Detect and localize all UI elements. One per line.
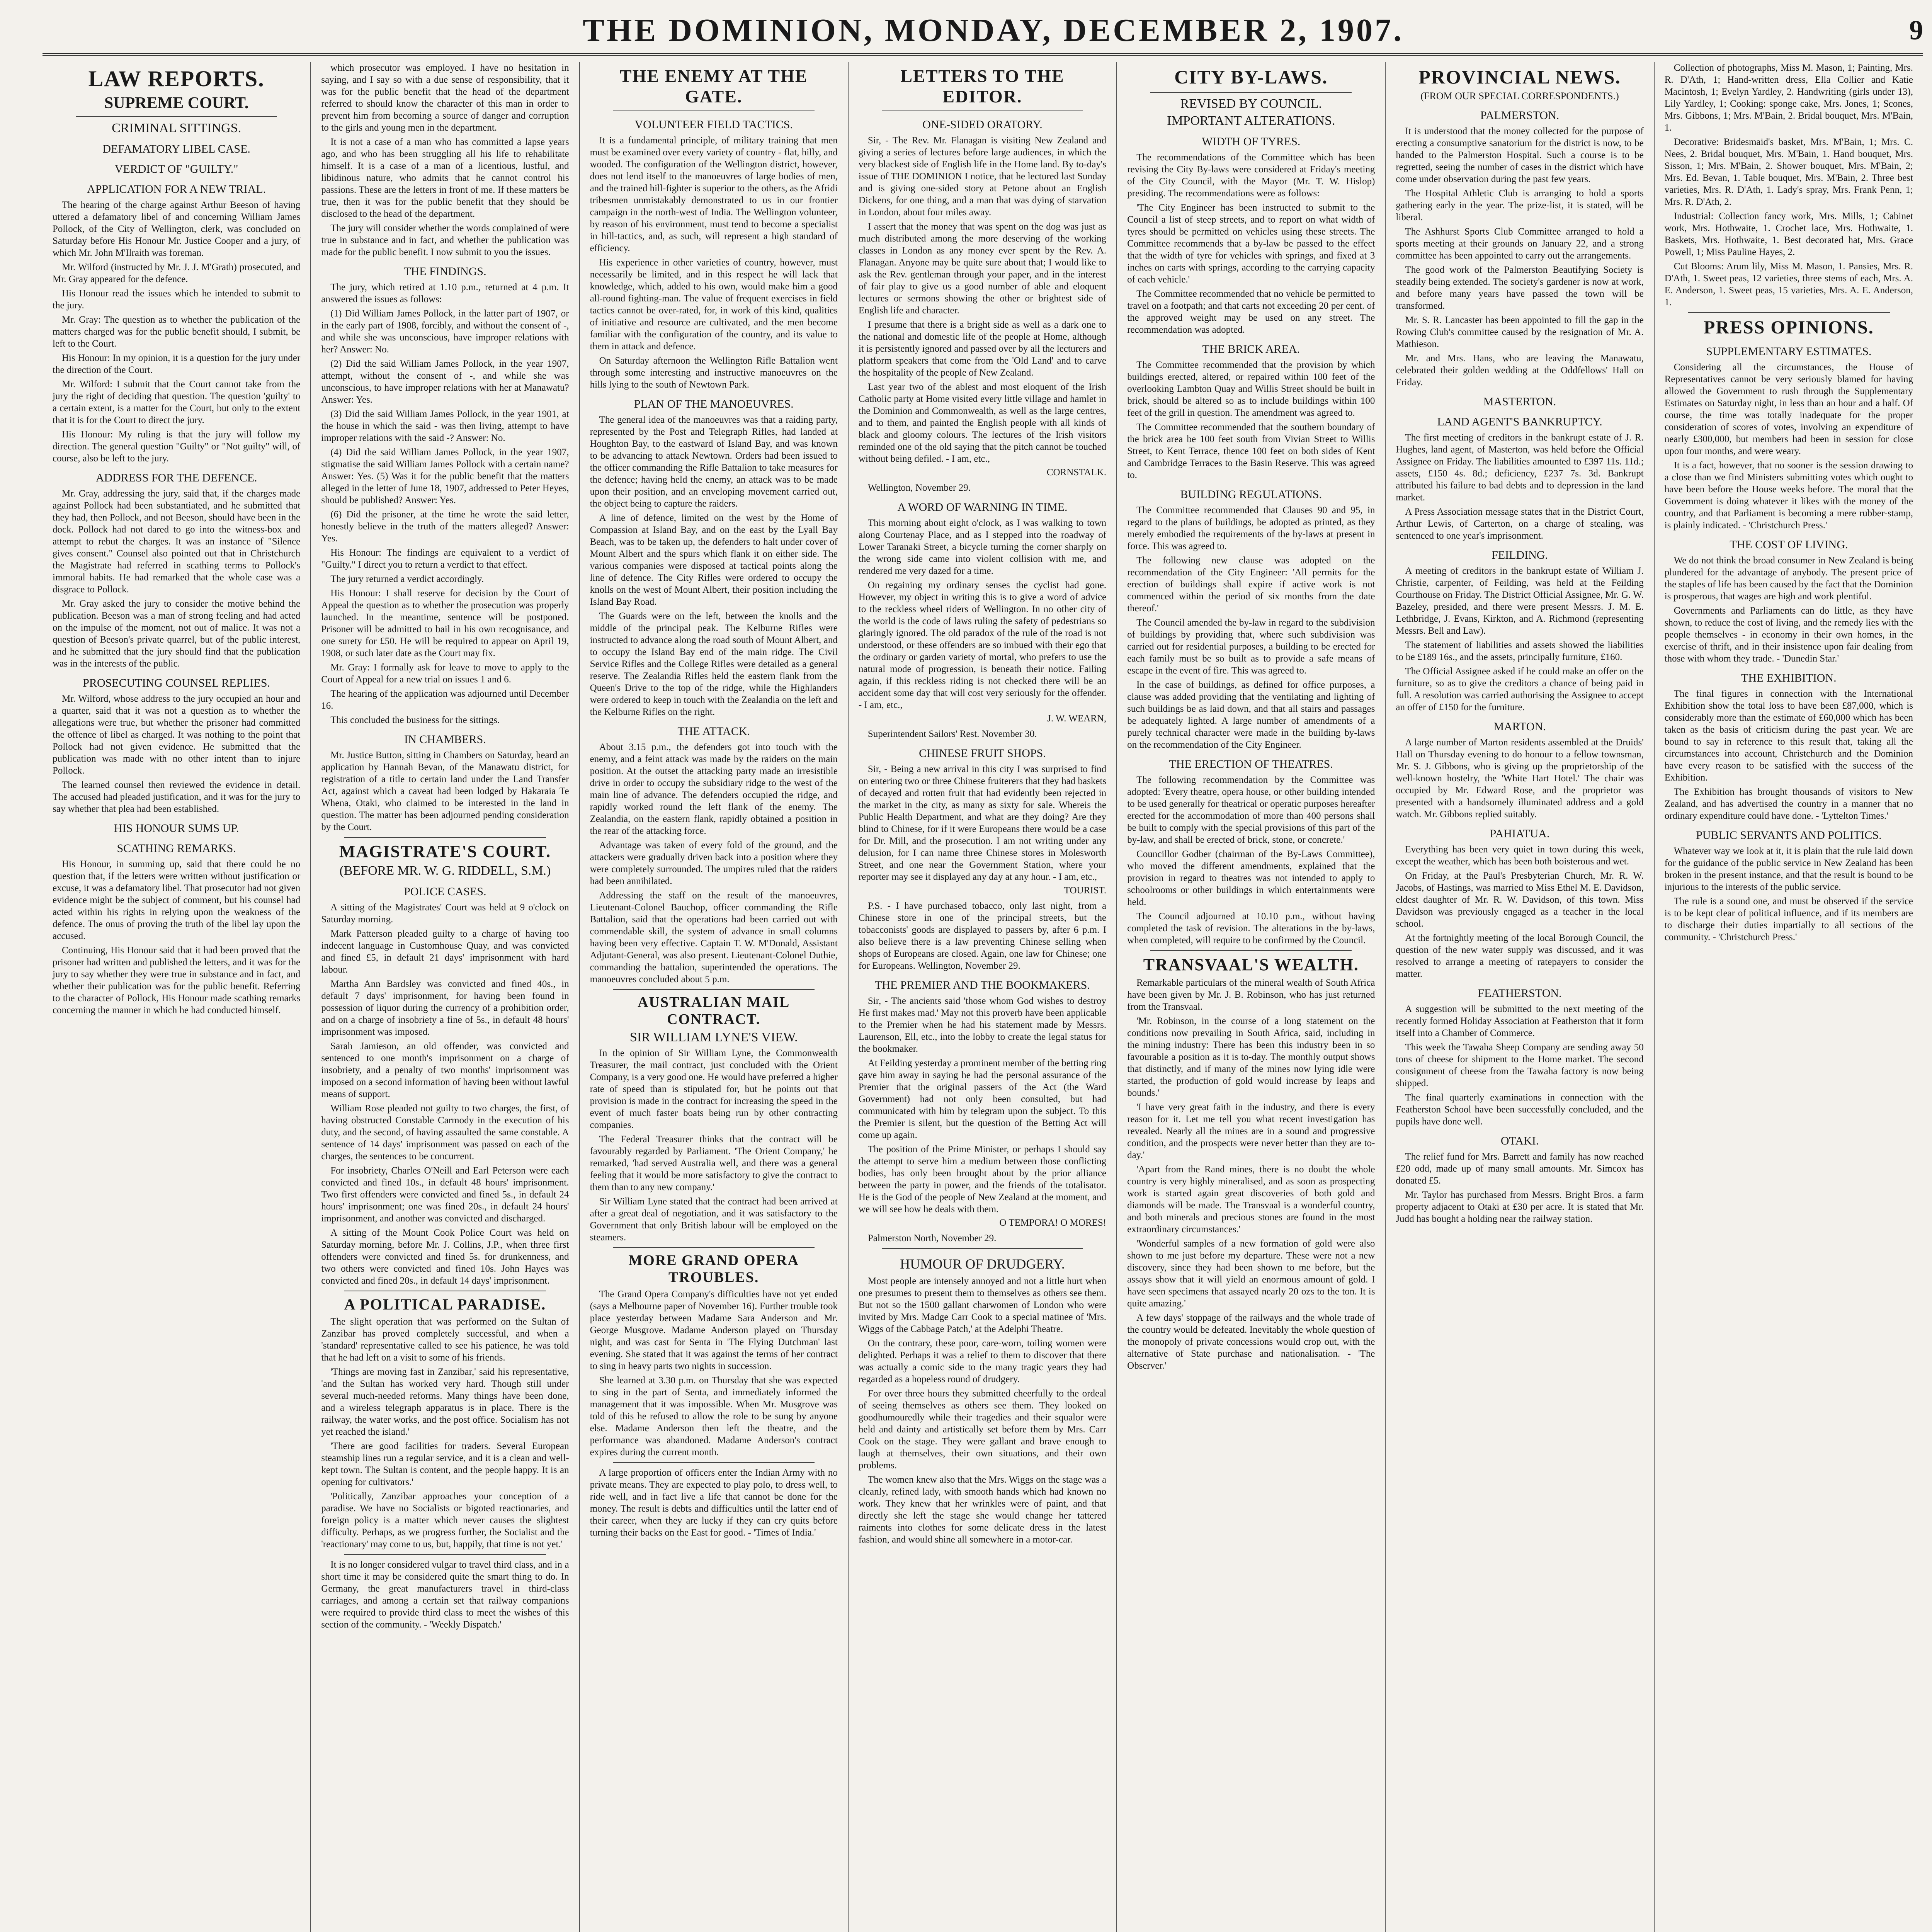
subheading: THE EXHIBITION.: [1741, 672, 1837, 684]
signature: CORNSTALK.: [1046, 467, 1107, 478]
paragraph: Mr. Gray asked the jury to consider the motive behind the publication. Beeson was a man of strong feeling and had acted on the impulse of the moment, not out of malice. It was not a question of Beeson's private quarrel, but of the public interest, and he submitted that the jury should find that the publication was in the interests of the public.: [53, 599, 301, 669]
paragraph: 'Things are moving fast in Zanzibar,' said his representative, 'and the Sultan has worked very hard. Though still under several much-needed reforms. Many things have been done, and a wireless telegraph apparatus is in place. There is the railway, the water works, and the post office. Socialism has not yet reached the island.': [321, 1367, 569, 1437]
column-enemy-at-gate: [580, 62, 849, 1932]
paragraph: Addressing the staff on the result of the manoeuvres, Lieutenant-Colonel Bauchop, officer commanding the Rifle Battalion, said that the operations had been carried out with commendable skill, the system of advance in small columns having been very effective. Captain T. W. M'Donald, Assistant Adjutant-General, was also present. Lieutenant-Colonel Duthie, commanding the battalion, superintended the operations. The manoeuvres concluded about 5 p.m.: [590, 890, 838, 985]
signature: O TEMPORA! O MORES!: [999, 1218, 1107, 1228]
paragraph: A Press Association message states that in the District Court, Arthur Lewis, of Carterton, on a charge of stealing, was sentenced to one year's imprisonment.: [1396, 507, 1644, 541]
divider: [1150, 950, 1352, 951]
dateline: Wellington, November 29.: [867, 483, 971, 493]
paragraph: Mark Patterson pleaded guilty to a charge of having too indecent language in Customhouse Quay, and was convicted and fined £5, in default 21 days' imprisonment with hard labour.: [321, 929, 569, 975]
paragraph: The Committee recommended that the southern boundary of the brick area be 100 feet south from Vivian Street to Willis Street, to Kent Terrace, thence 100 feet on both sides of Kent and Cambridge Terraces to the Basin Reserve. This was agreed to.: [1127, 422, 1375, 480]
paragraph: Mr. Gray, addressing the jury, said that, if the charges made against Pollock had been substantiated, and he submitted that they had, then Pollock, and not Beeson, should have been in the dock. Pollock had not dared to go into the witness-box and attempt to rebut the charges. It was an instance of "Silence gives consent." Counsel also pointed out that in Christchurch the Magistrate had referred in scathing terms to Pollock's immoral habits. He had remarked that the whole case was a disgrace to Pollock.: [53, 488, 301, 595]
subheading: PALMERSTON.: [1480, 109, 1560, 122]
subheading: LAND AGENT'S BANKRUPTCY.: [1437, 415, 1602, 428]
columns: [43, 62, 1923, 1932]
paragraph: His Honour read the issues which he intended to submit to the jury.: [53, 288, 301, 311]
paragraph: On Friday, at the Paul's Presbyterian Church, Mr. R. W. Jacobs, of Hastings, was married to Miss Ethel M. E. Davidson, eldest daughter of Mr. R. W. Davidson, of this town. Miss Davidson was previously engaged as a teacher in the local school.: [1396, 871, 1644, 929]
subheading: THE FINDINGS.: [404, 265, 486, 278]
column-provincial-news: [1386, 62, 1654, 1932]
paragraph: Mr. S. R. Lancaster has been appointed to fill the gap in the Rowing Club's committee caused by the resignation of Mr. A. Mathieson.: [1396, 315, 1644, 349]
subheading: OTAKI.: [1500, 1134, 1539, 1147]
paragraph: The final quarterly examinations in connection with the Featherston School have been successfully concluded, and the pupils have done well.: [1396, 1092, 1644, 1127]
section-subheading: (FROM OUR SPECIAL CORRESPONDENTS.): [1420, 90, 1619, 102]
paragraph: The Committee recommended that no vehicle be permitted to travel on a footpath; and that carts not exceeding 20 per cent. of the approved weight may be used on any street. The recommendation was adopted.: [1127, 289, 1375, 335]
column-city-bylaws: [1117, 62, 1386, 1932]
paragraph: The following recommendation by the Committee was adopted: 'Every theatre, opera house, or other building intended to be used generally for theatrical or operatic purposes hereafter erected for the accommodation of more than 400 persons shall be built to comply with the special provisions of this part of the by-law, and shall be erected of brick, stone, or concrete.': [1127, 775, 1375, 845]
paragraph: It is understood that the money collected for the purpose of erecting a consumptive sanatorium for the district is now, to be handed to the Palmerston Hospital. Such a course is to be regretted, seeing the number of cases in the district which have come under observation during the past few years.: [1396, 126, 1644, 184]
paragraph: Sarah Jamieson, an old offender, was convicted and sentenced to one month's imprisonment on a charge of insobriety, and a penalty of two months' imprisonment was imposed on a second information of having been without lawful means of support.: [321, 1041, 569, 1099]
paragraph: A few days' stoppage of the railways and the whole trade of the country would be defeated. Inevitably the whole question of the monopoly of private concessions would crop out, with the alternative of State purchase and nationalisation. - 'The Observer.': [1127, 1313, 1375, 1371]
paragraph: Cut Blooms: Arum lily, Miss M. Mason, 1. Pansies, Mrs. R. D'Ath, 1. Sweet peas, 12 varieties, three stems of each, Mrs. A. E. Anderson, 1. Sweet peas, 15 varieties, Mrs. A. E. Anderson, 1.: [1664, 261, 1913, 308]
subheading: THE ATTACK.: [677, 725, 750, 738]
column-law-reports-continued: [311, 62, 580, 1932]
paragraph: Continuing, His Honour said that it had been proved that the prisoner had written and published the letters, and it was for the jury to say whether they were true in substance and in fact, and whether their publication was for the public benefit. Referring to the character of Pollock, His Honour made scathing remarks concerning the manner in which he had conducted himself.: [53, 945, 301, 1015]
verdict-heading: VERDICT OF "GUILTY.": [114, 163, 238, 175]
section-banner: PROVINCIAL NEWS.: [1418, 66, 1621, 88]
subheading: APPLICATION FOR A NEW TRIAL.: [87, 183, 266, 196]
subheading: THE PREMIER AND THE BOOKMAKERS.: [875, 979, 1090, 992]
paragraph: A sitting of the Magistrates' Court was held at 9 o'clock on Saturday morning.: [321, 902, 569, 925]
paragraph: Most people are intensely annoyed and not a little hurt when one presumes to present them to themselves as others see them. But not so the 1500 gallant charwomen of London who were invited by Mrs. Madge Carr Cook to a special matinee of 'Mrs. Wiggs of the Cabbage Patch,' at the Adelphi Theatre.: [858, 1276, 1107, 1334]
paragraph: The Ashhurst Sports Club Committee arranged to hold a sports meeting at their grounds on January 22, and a strong committee has been appointed to carry out the arrangements.: [1396, 226, 1644, 261]
paragraph: which prosecutor was employed. I have no hesitation in saying, and I say so with a due sense of responsibility, that it was for the public benefit that the head of the department referred to should know the character of this man in order to prevent him from becoming a source of danger and corruption to the girls and young men in the department.: [321, 63, 569, 133]
paragraph: Sir, - The Rev. Mr. Flanagan is visiting New Zealand and giving a series of lectures before large audiences, in which the very blackest side of English life in the Home land. By to-day's issue of THE DOMINION I notice, that he lectured last Sunday and is giving one-sided story at Petone about an English Dickens, for one thing, and a man that was dying of starvation in London, about four miles away.: [858, 135, 1107, 218]
paragraph: William Rose pleaded not guilty to two charges, the first, of having obstructed Constable Carmody in the execution of his duty, and the second, of having assaulted the same constable. A sentence of 14 days' imprisonment was passed on each of the charges, the sentences to be concurrent.: [321, 1103, 569, 1162]
divider: [344, 837, 546, 838]
paragraph: Considering all the circumstances, the House of Representatives cannot be very seriously blamed for having allowed the Government to rush through the Supplementary Estimates on Saturday night, in less than an hour and a half. Of course, the time was totally inadequate for the proper consideration of scores of votes, involving an expenditure of nearly £300,000, but members had been in session for close upon four months, and were weary.: [1664, 362, 1913, 456]
paragraph: The statement of liabilities and assets showed the liabilities to be £189 16s., and the assets, principally furniture, £160.: [1396, 640, 1644, 662]
paragraph: A sitting of the Mount Cook Police Court was held on Saturday morning, before Mr. J. Collins, J.P., when three first offenders were convicted and fined 5s. for drunkenness, and two others were convicted and fined 10s. John Hayes was convicted and fined 20s., in default 14 days' imprisonment.: [321, 1228, 569, 1286]
paragraph: Mr. Wilford (instructed by Mr. J. J. M'Grath) prosecuted, and Mr. Gray appeared for the defence.: [53, 262, 301, 284]
paragraph: Mr. Gray: The question as to whether the publication of the matters charged was for the public benefit should, I submit, be left to the Court.: [53, 315, 301, 349]
paragraph: The hearing of the charge against Arthur Beeson of having uttered a defamatory libel of and concerning William James Pollock, of the City of Wellington, clerk, was concluded on Saturday before His Honour Mr. Justice Cooper and a jury, of which Mr. John M'Ilraith was foreman.: [53, 200, 301, 258]
case-heading: DEFAMATORY LIBEL CASE.: [102, 143, 250, 155]
paragraph: She learned at 3.30 p.m. on Thursday that she was expected to sing in the part of Senta, and immediately informed the management that it was impossible. When Mr. Musgrove was told of this he refused to allow the role to be sung by anyone else. Madame Anderson then left the theatre, and the performance was abandoned. Madame Anderson's contract expires during the current month.: [590, 1375, 838, 1458]
paragraph: The first meeting of creditors in the bankrupt estate of J. R. Hughes, land agent, of Masterton, was held before the Official Assignee on Friday. The liabilities amounted to £397 11s. 11d.; assets, £150 4s. 8d.; deficiency, £237 7s. 3d. Bankrupt attributed his failure to bad debts and to depression in the land market.: [1396, 432, 1644, 503]
paragraph: The Council adjourned at 10.10 p.m., without having completed the task of revision. The alterations in the by-laws, when completed, will require to be confirmed by the Council.: [1127, 911, 1375, 946]
paragraph: The rule is a sound one, and must be observed if the service is to be kept clear of political influence, and if its members are to discharge their duties impartially to all sections of the community. - 'Christchurch Press.': [1664, 896, 1913, 942]
subheading: BUILDING REGULATIONS.: [1180, 488, 1322, 501]
section-banner: THE ENEMY AT THE GATE.: [619, 66, 808, 106]
subheading: PUBLIC SERVANTS AND POLITICS.: [1696, 829, 1882, 842]
paragraph: Sir, - Being a new arrival in this city I was surprised to find on entering two or three Chinese fruiterers that they had baskets of decayed and rotten fruit that had evidently been rejected in the market in the city, as many as sixty for sale. Whereis the Public Health Department, and what are they doing? Are they blind to Chinese, for if it were Europeans there would be a case for Dr. Mill, and the prosecution. I am not writing under any delusion, for I can name three Chinese stores in Molesworth Street, and one near the Government Station, where your reporter may see it displayed any day at any hour. - I am, etc.,: [858, 764, 1107, 882]
section-banner: CITY BY-LAWS.: [1174, 66, 1328, 88]
section-banner: LETTERS TO THE EDITOR.: [900, 66, 1065, 106]
paragraph: The hearing of the application was adjourned until December 16.: [321, 689, 569, 711]
subheading: VOLUNTEER FIELD TACTICS.: [634, 118, 793, 131]
newspaper-title: THE DOMINION, MONDAY, DECEMBER 2, 1907.: [583, 12, 1404, 48]
paragraph: His experience in other varieties of country, however, must necessarily be limited, and in this respect he will lack that knowledge, which, added to his own, would make him a good all-round fighting-man. The value of frequent exercises in field tactics cannot be over-rated, for, in work of this kind, qualities of initiative and resource are cultivated, and the men become familiar with the configuration of the country, and its value to them in attack and defence.: [590, 257, 838, 352]
paragraph: It is a fundamental principle, of military training that men must be examined over every variety of country - flat, hilly, and wooded. The configuration of the Wellington district, however, does not lend itself to the manoeuvres of large bodies of men, and the trained hill-fighter is superior to the others, as the Afridi tribesmen unmistakably demonstrated to us in our frontier campaign in the north-west of India. The Wellington volunteer, by reason of his environment, must tend to become a specialist in hill-tactics, and, as such, will represent a high standard of efficiency.: [590, 135, 838, 253]
section-subheading: (BEFORE MR. W. G. RIDDELL, S.M.): [339, 864, 551, 878]
paragraph: (6) Did the prisoner, at the time he wrote the said letter, honestly believe in the truth of the matters alleged? Answer: Yes.: [321, 509, 569, 544]
paragraph: Everything has been very quiet in town during this week, except the weather, which has been both boisterous and wet.: [1396, 844, 1644, 867]
paragraph: 'Politically, Zanzibar approaches your conception of a paradise. We have no Socialists or bigoted reactionaries, and foreign policy is a matter which never causes the slightest difficulty. Perhaps, as we progress further, the Socialist and the 'reactionary' may come to us, but, happily, that time is not yet.': [321, 1491, 569, 1549]
paragraph: It is not a case of a man who has committed a lapse years ago, and who has been struggling all his life to rehabilitate himself. It is a case of a man of a licentious, lustful, and libidinous nature, who admits that he cannot control his passions. These are the letters in front of me. If these matters be true, then it was for the public benefit that they should be disclosed to the head of the department.: [321, 137, 569, 219]
subheading: SUPPLEMENTARY ESTIMATES.: [1706, 345, 1872, 358]
paragraph: On the contrary, these poor, care-worn, toiling women were delighted. Perhaps it was a relief to them to discover that there was actually a comic side to the many tragic years they had regarded as a hopeless round of drudgery.: [858, 1338, 1107, 1384]
paragraph: Mr. Wilford, whose address to the jury occupied an hour and a quarter, said that it was not a question as to whether the allegations were true, but whether the prisoner had committed the offence of libel as charged. It was nothing to the point that Pollock had not given evidence. He submitted that the publication was made with no other intent than to injure Pollock.: [53, 694, 301, 776]
paragraph: This morning about eight o'clock, as I was walking to town along Courtenay Place, and as I stepped into the roadway of Lower Taranaki Street, a bicycle turning the corner sharply on the wrong side came into violent collision with me, and rendered me very dazed for a time.: [858, 518, 1107, 576]
section-banner: PRESS OPINIONS.: [1703, 317, 1874, 338]
paragraph: The learned counsel then reviewed the evidence in detail. The accused had pleaded justification, and it was for the jury to say whether that plea had been established.: [53, 780, 301, 814]
paragraph: Decorative: Bridesmaid's basket, Mrs. M'Bain, 1; Mrs. C. Nees, 2. Bridal bouquet, Mrs. M'Bain, 1. Hand bouquet, Mrs. Sisson, 1; Mrs. M'Bain, 2. Shower bouquet, Mrs. M'Bain, 2; Mrs. Ed. Bevan, 1. Table bouquet, Mrs. M'Bain, 2. Three best varieties, Mrs. R. D'Ath, 1. Lady's spray, Mrs. Frank Penn, 1; Mrs. R. D'Ath, 2.: [1664, 137, 1913, 207]
masthead: [43, 7, 1923, 56]
subheading: CHINESE FRUIT SHOPS.: [919, 747, 1046, 760]
paragraph: Mr. Justice Button, sitting in Chambers on Saturday, heard an application by Hannah Bevan, of the Manawatu district, for registration of a title to certain land under the Land Transfer Act, against which a caveat had been lodged by Hakaraia Te Whena, Otaki, who claimed to be interested in the land in question. The matter has been adjourned pending consideration by the Court.: [321, 750, 569, 832]
paragraph: Whatever way we look at it, it is plain that the rule laid down for the guidance of the public service in New Zealand has been broken in the present instance, and that the result is bound to be injurious to the interests of the public service.: [1664, 846, 1913, 892]
paragraph: A meeting of creditors in the bankrupt estate of William J. Christie, carpenter, of Feilding, was held at the Feilding Courthouse on Friday. The District Official Assignee, Mr. G. W. Bazeley, presided, and there were present Messrs. J. M. E. Lethbridge, J. Evans, Kirkton, and A. Richmond (representing Messrs. Bell and Law).: [1396, 566, 1644, 636]
paragraph: I assert that the money that was spent on the dog was just as much distributed among the more deserving of the working classes in London as any money ever spent by the Rev. A. Flanagan. Anyone may be quite sure about that; I would like to ask the Rev. gentleman through your paper, and in the interest of fair play to give us a good number of able and eloquent lectures or sermons showing the other or brightest side of English life and character.: [858, 221, 1107, 316]
paragraph: 'Apart from the Rand mines, there is no doubt the whole country is very highly mineralised, and as soon as prospecting work is started again great discoveries of both gold and diamonds will be made. The Transvaal is a wonderful country, and both minerals and precious stones are found in the most extraordinary circumstances.': [1127, 1164, 1375, 1235]
divider: [613, 1247, 815, 1248]
subheading: POLICE CASES.: [404, 885, 486, 898]
paragraph: The following new clause was adopted on the recommendation of the City Engineer: 'All permits for the erection of buildings shall expire if active work is not commenced within the period of six months from the date thereof.': [1127, 555, 1375, 614]
paragraph: His Honour: My ruling is that the jury will follow my direction. The general question "Guilty" or "Not guilty" will, of course, also be left to the jury.: [53, 429, 301, 464]
subheading: IN CHAMBERS.: [404, 733, 486, 746]
column-press-opinions: [1655, 62, 1923, 1932]
signature: TOURIST.: [1064, 885, 1107, 896]
divider: [613, 1462, 815, 1463]
paragraph: The women knew also that the Mrs. Wiggs on the stage was a cleanly, refined lady, with smooth hands which had known no work. They knew that her wrinkles were of paint, and that directly she left the stage she would change her tattered raiments into clothes for some delicate dress in the latest fashion, and would shine all somewhere in a motor-car.: [858, 1475, 1107, 1545]
paragraph: At the fortnightly meeting of the local Borough Council, the question of the new water supply was discussed, and it was resolved to arrange a meeting of ratepayers to consider the matter.: [1396, 933, 1644, 979]
paragraph: In the case of buildings, as defined for office purposes, a clause was added providing that the ventilating and lighting of such buildings be as laid down, and that all stairs and passages be adequately lighted. A large number of amendments of a purely technical character were made in the building by-laws on the recommendation of the City Engineer.: [1127, 680, 1375, 750]
paragraph: Sir, - The ancients said 'those whom God wishes to destroy He first makes mad.' May not this proverb have been applicable to the Premier when he had his statement made by Messrs. Laurenson, Ell, etc., into the lobby to create the legal status for the bookmaker.: [858, 996, 1107, 1054]
paragraph: At Feilding yesterday a prominent member of the betting ring gave him away in saying he had the personal assurance of the Premier that the original passers of the Act (the Ward Government) had not only been consulted, but had communicated with him by telegram upon the subject. To this the Premier is silent, but the question of the Betting Act will come up again.: [858, 1058, 1107, 1140]
section-banner: LAW REPORTS.: [88, 66, 265, 91]
paragraph: Mr. Gray: I formally ask for leave to move to apply to the Court of Appeal for a new trial on issues 1 and 6.: [321, 662, 569, 685]
paragraph: Councillor Godber (chairman of the By-Laws Committee), who moved the different amendments, explained that the provision in regard to theatres was not intended to apply to schoolrooms or other buildings in which entertainments were held.: [1127, 849, 1375, 907]
divider: [76, 116, 277, 117]
subheading: PLAN OF THE MANOEUVRES.: [634, 398, 794, 410]
subheading: HIS HONOUR SUMS UP.: [114, 822, 239, 835]
paragraph: A large proportion of officers enter the Indian Army with no private means. They are expected to play polo, to dress well, to ride well, and in fact live a life that cannot be done for the money. The result is debts and difficulties until the latter end of their career, when they are lucky if they can cry quits before turning their backs on the East for good. - 'Times of India.': [590, 1468, 838, 1538]
paragraph: 'There are good facilities for traders. Several European steamship lines run a regular service, and it is a clean and well-kept town. The Sultan is content, and the people happy. It is an opening for cultivators.': [321, 1441, 569, 1487]
paragraph: A large number of Marton residents assembled at the Druids' Hall on Thursday evening to do honour to a fellow townsman, Mr. S. J. Gibbons, who is giving up the proprietorship of the well-known hostelry, the 'White Hart Hotel.' The chair was occupied by Mr. Edward Rose, and the proprietor was presented with a handsomely illuminated address and a gold watch. Mr. Gibbons replied suitably.: [1396, 737, 1644, 820]
paragraph: (2) Did the said William James Pollock, in the year 1907, attempt, without the consent of -, and while she was unconscious, to have improper relations with her at Manawatu? Answer: Yes.: [321, 359, 569, 405]
paragraph: His Honour, in summing up, said that there could be no question that, if the letters were written without justification or excuse, it was a defamatory libel. That prosecutor had not given evidence might be the subject of comment, but his counsel had acted within his rights in relying upon the weakness of the defence. The onus of proving the truth of the libel lay upon the accused.: [53, 859, 301, 941]
subheading: FEILDING.: [1492, 549, 1548, 561]
paragraph: 'I have very great faith in the industry, and there is every reason for it. Let me tell you what recent investigation has revealed. Nearly all the mines are in a sound and progressive condition, and the prospects were never better than they are to-day.': [1127, 1102, 1375, 1160]
paragraph: We do not think the broad consumer in New Zealand is being plundered for the advantage of anybody. The present price of the staples of life has been caused by the fact that the Dominion is prosperous, that wages are high and work plentiful.: [1664, 555, 1913, 602]
divider: [344, 1554, 546, 1555]
paragraph: About 3.15 p.m., the defenders got into touch with the enemy, and a feint attack was made by the raiders on the main position. At the outset the attacking party made an irresistible drive in order to occupy the subsidiary ridge to the west of the main line of advance. The defenders occupied the ridge, and rapidly worked round the left flank of the enemy. The Zealandia, on the eastern flank, rapidly obtained a position in the rear of the attacking force.: [590, 742, 838, 836]
subheading: FEATHERSTON.: [1478, 987, 1562, 1000]
subheading: ADDRESS FOR THE DEFENCE.: [95, 471, 257, 484]
divider: [1150, 92, 1352, 93]
paragraph: P.S. - I have purchased tobacco, only last night, from a Chinese store in one of the principal streets, but the tobacconists' goods are displayed to passers by, after 6 p.m. I also believe there is a law preventing Chinese selling when shops of Europeans are closed. Again, one law for Chinese; one for Europeans. Wellington, November 29.: [858, 901, 1107, 971]
paragraph: On regaining my ordinary senses the cyclist had gone. However, my object in writing this is to give a word of advice to the reckless wheel riders of Wellington. In no other city of the world is the code of laws ruling the safety of pedestrians so glaringly ignored. The old paradox of the rule of the road is not understood, or these offenders are so imbued with their ego that the ordinary or garden variety of mortal, who prefers to use the natural mode of progression, is beneath their notice. Failing again, if this reckless riding is not checked there will be an accident some day that will cost very seriously for the offender. - I am, etc.,: [858, 580, 1107, 710]
paragraph: The final figures in connection with the International Exhibition show the total loss to have been £87,000, which is considerably more than the estimate of £60,000 which has been taken as the basis of criticism during the past year. We are bound to say in reference to this result that, taking all the circumstances into account, Christchurch and the Dominion have every reason to be satisfied with the success of the Exhibition.: [1664, 689, 1913, 783]
paragraph: Last year two of the ablest and most eloquent of the Irish Catholic party at Home visited every little village and hamlet in the Dominion and Commonwealth, as well as the large centres, and to them, and painted the English people with all kinds of black and gloomy colours. The lectures of the Irish visitors reminded one of the old saying that the pitch cannot be touched without being defiled. - I am, etc.,: [858, 382, 1107, 464]
subheading: ONE-SIDED ORATORY.: [922, 118, 1043, 131]
subheading: WIDTH OF TYRES.: [1202, 135, 1301, 148]
section-subheading: REVISED BY COUNCIL.: [1180, 97, 1322, 111]
divider: [613, 989, 815, 990]
divider: [882, 1248, 1083, 1249]
subheading: MASTERTON.: [1483, 395, 1556, 408]
paragraph: Mr. and Mrs. Hans, who are leaving the Manawatu, celebrated their golden wedding at the Oddfellows' Hall on Friday.: [1396, 353, 1644, 388]
subheading: SCATHING REMARKS.: [117, 842, 236, 855]
paragraph: The Federal Treasurer thinks that the contract will be favourably regarded by Parliament. 'The Orient Company,' he remarked, 'had served Australia well, and there was a general feeling that it would be more satisfactory to give the contract to them than to any new company.': [590, 1134, 838, 1192]
paragraph: This concluded the business for the sittings.: [330, 715, 500, 725]
paragraph: Mr. Taylor has purchased from Messrs. Bright Bros. a farm property adjacent to Otaki at £30 per acre. It is stated that Mr. Judd has bought a holding near the railway station.: [1396, 1190, 1644, 1224]
paragraph: Sir William Lyne stated that the contract had been arrived at after a great deal of negotiation, and it was satisfactory to the Government that only British labour will be employed on the steamers.: [590, 1196, 838, 1243]
paragraph: 'Wonderful samples of a new formation of gold were also shown to me just before my departure. These were not a new discovery, since they had been shown to me before, but the assays show that it will yield an enormous amount of gold. I have seen specimens that assayed nearly 20 ozs to the ton. It is quite amazing.': [1127, 1238, 1375, 1309]
paragraph: The general idea of the manoeuvres was that a raiding party, represented by the Post and Telegraph Rifles, had landed at Houghton Bay, to the eastward of Island Bay, and was known to be advancing to attack Newtown. Orders had been issued to the officer commanding the Rifle Battalion to take measures for the defence; having held the enemy, an attack was to be made upon their position, and an enveloping movement carried out, the object being to capture the raiders.: [590, 415, 838, 509]
subheading: THE ERECTION OF THEATRES.: [1169, 758, 1333, 770]
subheading: MARTON.: [1493, 720, 1546, 733]
dateline: Superintendent Sailors' Rest. November 30.: [867, 729, 1037, 739]
paragraph: The Committee recommended that the provision by which buildings erected, altered, or repaired within 100 feet of the overlooking Lambton Quay and Willis Street should be built in brick, should be altered so as to include buildings within 100 feet of the grill in question. The amendment was agreed to.: [1127, 360, 1375, 418]
section-banner: A POLITICAL PARADISE.: [344, 1296, 546, 1313]
paragraph: The relief fund for Mrs. Barrett and family has now reached £20 odd, made up of many small amounts. Mr. Simcox has donated £5.: [1396, 1151, 1644, 1186]
section-heading: CRIMINAL SITTINGS.: [112, 121, 242, 135]
paragraph: For over three hours they submitted cheerfully to the ordeal of seeing themselves as others see them. They looked on goodhumouredly while their tragedies and their squalor were held and dainty and artistically set before them by Mrs. Carr Cook on the stage. They were gallant and brave enough to laugh at themselves, their own situations, and their own problems.: [858, 1388, 1107, 1471]
paragraph: His Honour: In my opinion, it is a question for the jury under the direction of the Court.: [53, 353, 301, 375]
section-subheading: SIR WILLIAM LYNE'S VIEW.: [629, 1030, 798, 1044]
paragraph: (1) Did William James Pollock, in the latter part of 1907, or in the early part of 1908, forcibly, and without the consent of -, and while she was unconscious, have improper relations with her? Answer: No.: [321, 308, 569, 355]
paragraph: (4) Did the said William James Pollock, in the year 1907, stigmatise the said William James Pollock with a certain name? Answer: Yes. (5) Was it for the public benefit that the matters alleged in the letter of June 18, 1907, addressed to Peter Heyes, should be published? Answer: Yes.: [321, 447, 569, 505]
paragraph: The slight operation that was performed on the Sultan of Zanzibar has proved completely successful, and when a 'standard' representative called to see his patience, he was told that he had left on a visit to some of his friends.: [321, 1316, 569, 1363]
paragraph: The jury, which retired at 1.10 p.m., returned at 4 p.m. It answered the issues as follows:: [321, 282, 569, 304]
section-banner: MORE GRAND OPERA TROUBLES.: [628, 1252, 799, 1286]
paragraph: The jury will consider whether the words complained of were true in substance and in fact, and whether the publication was made for the public benefit. I now submit to you the issues.: [321, 223, 569, 257]
paragraph: The Council amended the by-law in regard to the subdivision of buildings by providing that, where such subdivision was carried out for residential purposes, a building to be erected for each family must be so built as to provide a safe means of escape in the event of fire. This was agreed to.: [1127, 617, 1375, 676]
section-banner: AUSTRALIAN MAIL CONTRACT.: [638, 994, 790, 1027]
paragraph: The jury returned a verdict accordingly.: [330, 574, 484, 584]
subheading: A WORD OF WARNING IN TIME.: [897, 501, 1068, 514]
paragraph: The good work of the Palmerston Beautifying Society is steadily being extended. The society's gardener is now at work, and before many years have passed the town will be transformed.: [1396, 265, 1644, 311]
paragraph: Industrial: Collection fancy work, Mrs. Mills, 1; Cabinet work, Mrs. Hothwaite, 1. Crochet lace, Mrs. Hothwaite, 1. Baskets, Mrs. Hothwaite, 1. Best decorated hat, Mrs. Grace Powell, 1; Miss Pauline Hayes, 2.: [1664, 211, 1913, 257]
paragraph: The Hospital Athletic Club is arranging to hold a sports gathering early in the year. The prize-list, it is stated, will be liberal.: [1396, 188, 1644, 223]
paragraph: (3) Did the said William James Pollock, in the year 1901, at the house in which the said - was then living, attempt to have improper relations with the said -? Answer: No.: [321, 409, 569, 443]
paragraph: It is no longer considered vulgar to travel third class, and in a short time it may be considered quite the smart thing to do. In Germany, the great manufacturers travel in third-class carriages, and among a certain set that railway companions were required to provide third class to meet the wishes of this section of the community. - 'Weekly Dispatch.': [321, 1560, 569, 1630]
subheading: THE COST OF LIVING.: [1730, 538, 1848, 551]
paragraph: On Saturday afternoon the Wellington Rifle Battalion went through some interesting and instructive manoeuvres on the hills lying to the south of Newtown Park.: [590, 355, 838, 390]
divider: [1688, 312, 1890, 313]
signature: J. W. WEARN,: [1047, 713, 1107, 724]
paragraph: His Honour: The findings are equivalent to a verdict of "Guilty." I direct you to return a verdict to that effect.: [321, 548, 569, 570]
column-law-reports: [43, 62, 311, 1932]
paragraph: His Honour: I shall reserve for decision by the Court of Appeal the question as to whether the prosecution was properly launched. In the meantime, sentence will be postponed. Prisoner will be admitted to bail in his own recognisance, and one surety for £50. He will be required to appear on April 19, 1908, or such later date as the Court may fix.: [321, 588, 569, 658]
paragraph: The Exhibition has brought thousands of visitors to New Zealand, and has advertised the country in a manner that no ordinary expenditure could have done. - 'Lyttelton Times.': [1664, 787, 1913, 821]
paragraph: Martha Ann Bardsley was convicted and fined 40s., in default 7 days' imprisonment, for having been found in possession of liquor during the currency of a prohibition order, and on a charge of insobriety a fine of 5s., in default 48 hours' imprisonment was imposed.: [321, 979, 569, 1037]
paragraph: The Official Assignee asked if he could make an offer on the furniture, so as to give the creditors a chance of being paid in full. A resolution was carried authorising the Assignee to accept an offer of £150 for the furniture.: [1396, 666, 1644, 713]
paragraph: Remarkable particulars of the mineral wealth of South Africa have been given by Mr. J. B. Robinson, who has just returned from the Transvaal.: [1127, 978, 1375, 1012]
paragraph: A suggestion will be submitted to the next meeting of the recently formed Holiday Association at Featherston that it form itself into a Chamber of Commerce.: [1396, 1004, 1644, 1038]
subheading: THE BRICK AREA.: [1202, 343, 1300, 355]
paragraph: The recommendations of the Committee which has been revising the City By-laws were considered at Friday's meeting of the City Council, with the Mayor (Mr. T. W. Hislop) presiding. The recommendations were as follows:: [1127, 152, 1375, 199]
paragraph: Mr. Wilford: I submit that the Court cannot take from the jury the right of deciding that question. The question 'guilty' to a certain extent, is a matter for the Court, but only to the extent that it is for the Court to direct the jury.: [53, 379, 301, 425]
paragraph: The position of the Prime Minister, or perhaps I should say the attempt to serve him a medium between those conflicting bodies, has only been brought about by the prior alliance between the party in power, and the friends of the totalisator. He is the God of the people of New Zealand at the moment, and we will see how he deals with them.: [858, 1144, 1107, 1214]
paragraph: A line of defence, limited on the west by the Home of Compassion at Island Bay, and on the east by the Lyall Bay Beach, was to be taken up, the defenders to halt under cover of Mount Albert and the spurs which flank it on either side. The various companies were disposed at tactical points along the line of defence. The City Rifles were ordered to occupy the knolls on the west of Mount Albert, their position including the Island Bay Road.: [590, 513, 838, 607]
page-number: 9: [1909, 14, 1923, 46]
paragraph: I presume that there is a bright side as well as a dark one to the national and domestic life of the people at Home, although it is persistently ignored and passed over by all the lecturers and platform speakers that come from the 'Old Land' and to carve the hospitality of the people of New Zealand.: [858, 320, 1107, 378]
paragraph: The Committee recommended that Clauses 90 and 95, in regard to the plans of buildings, be adopted as printed, as they merely embodied the requirements of the by-laws at present in force. This was agreed to.: [1127, 505, 1375, 551]
paragraph: Advantage was taken of every fold of the ground, and the attackers were gradually driven back into a position where they were completely surrounded. The umpires ruled that the raiders had been annihilated.: [590, 840, 838, 886]
subheading: HUMOUR OF DRUDGERY.: [900, 1256, 1065, 1272]
paragraph: For insobriety, Charles O'Neill and Earl Peterson were each convicted and fined 10s., in default 48 hours' imprisonment. Two first offenders were convicted and fined 5s., in default 24 hours' imprisonment; one was fined 20s., in default 24 hours' imprisonment, and another was convicted and discharged.: [321, 1165, 569, 1224]
dateline: Palmerston North, November 29.: [867, 1233, 997, 1243]
paragraph: 'The City Engineer has been instructed to submit to the Council a list of steep streets, and to report on what width of tyres should be permitted on vehicles using these streets. The Committee recommends that a by-law be passed to the effect that the width of tyre for vehicles with springs, and fixed at 3 inches on carts with springs, according to the carrying capacity of each vehicle.': [1127, 202, 1375, 285]
section-banner: TRANSVAAL'S WEALTH.: [1143, 955, 1359, 974]
paragraph: Governments and Parliaments can do little, as they have shown, to reduce the cost of living, and the remedy lies with the people themselves - in economy in their own homes, in the exercise of thrift, and in their insistence upon fair dealing from those with whom they trade. - 'Dunedin Star.': [1664, 605, 1913, 664]
paragraph: In the opinion of Sir William Lyne, the Commonwealth Treasurer, the mail contract, just concluded with the Orient Company, is a very good one. He would have preferred a higher rate of speed than is stipulated for, but he points out that provision is made in the contract for increasing the speed in the event of much faster boats being run by other contracting companies.: [590, 1048, 838, 1130]
column-letters: [849, 62, 1117, 1932]
subheading: PAHIATUA.: [1490, 827, 1550, 840]
paragraph: Collection of photographs, Miss M. Mason, 1; Painting, Mrs. R. D'Ath, 1; Hand-written dress, Ella Collier and Katie Macintosh, 1; Evelyn Yardley, 2. Handwriting (girls under 13), Lily Yardley, 1; Cooking: sponge cake, Mrs. Jones, 1; Scones, Mrs. Gibbons, 1; Mrs. M'Bain, 2. Bridal bouquet, Mrs. M'Bain, 1.: [1664, 63, 1913, 133]
paragraph: It is a fact, however, that no sooner is the session drawing to a close than we find Ministers submitting votes which ought to have been before the House weeks before. The moral that the Government is doing whatever it likes with the money of the country, and that Parliament is becoming a mere rubber-stamp, is plainly indicated. - 'Christchurch Press.': [1664, 460, 1913, 531]
paragraph: The Grand Opera Company's difficulties have not yet ended (says a Melbourne paper of November 16). Further trouble took place yesterday between Madame Sara Anderson and Mr. George Musgrove. Madame Anderson played on Thursday night, and was cast for Senta in 'The Flying Dutchman' last evening. She stated that it was against the terms of her contract to sing in heavy parts two nights in succession.: [590, 1289, 838, 1371]
paragraph: 'Mr. Robinson, in the course of a long statement on the conditions now prevailing in South Africa, said, including in the mining industry: There has been this industry been in so favourable a position as it is to-day. The monthly output shows that distinctly, and if many of the mines now lying idle were started, the production of gold would increase by leaps and bounds.': [1127, 1016, 1375, 1098]
section-subheading: IMPORTANT ALTERATIONS.: [1167, 114, 1335, 128]
paragraph: This week the Tawaha Sheep Company are sending away 50 tons of cheese for shipment to the Home market. The second consignment of cheese from the Tawaha factory is now being shipped.: [1396, 1042, 1644, 1088]
court-heading: SUPREME COURT.: [104, 94, 249, 112]
paragraph: The Guards were on the left, between the knolls and the middle of the principal peak. The Kelburne Rifles were instructed to advance along the road south of Mount Albert, and to occupy the Island Bay end of the main ridge. The Civil Service Rifles and the College Rifles were detailed as a general reserve. The Zealandia Rifles held the eastern flank from the Queen's Drive to the top of the ridge, while the Highlanders were ordered to keep in touch with the Zealandia on the left and the Kelburne Rifles on the right.: [590, 611, 838, 717]
subheading: PROSECUTING COUNSEL REPLIES.: [83, 677, 270, 689]
section-banner: MAGISTRATE'S COURT.: [339, 842, 551, 861]
